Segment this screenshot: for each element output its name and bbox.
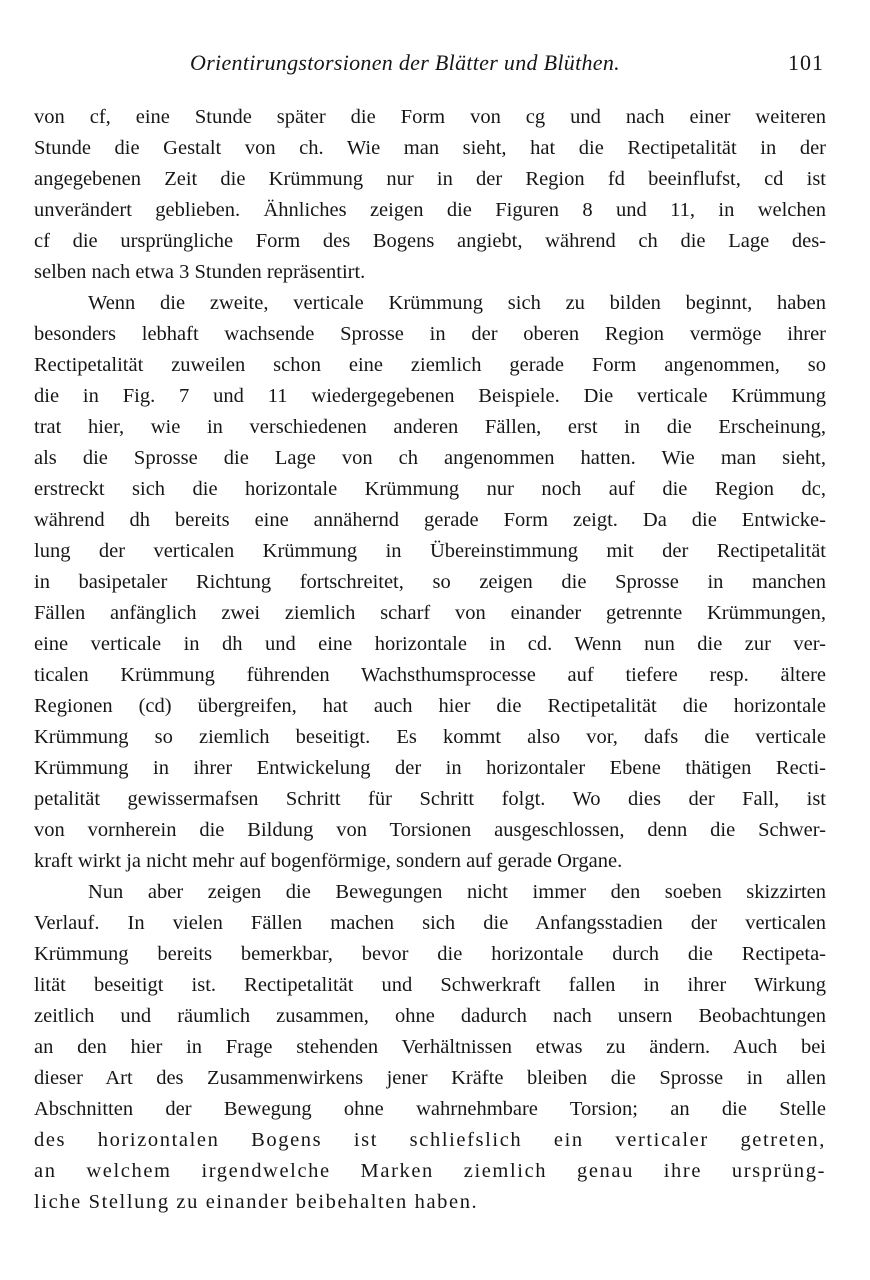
text-line: Stunde die Gestalt von ch. Wie man sieht, hat die Rectipetalität in der (34, 137, 826, 159)
paragraph (34, 288, 826, 877)
running-header (36, 50, 828, 80)
page-number: 101 (788, 50, 824, 75)
paragraph (34, 877, 826, 1218)
text-line: Wenn die zweite, verticale Krümmung sich zu bilden beginnt, haben (88, 292, 826, 314)
text-line: Nun aber zeigen die Bewegungen nicht immer den soeben skizzirten (88, 881, 826, 903)
text-line: lung der verticalen Krümmung in Übereinstimmung mit der Rectipetalität (34, 540, 826, 562)
text-line: Rectipetalität zuweilen schon eine ziemlich gerade Form angenommen, so (34, 354, 826, 376)
text-line: in basipetaler Richtung fortschreitet, so zeigen die Sprosse in manchen (34, 571, 826, 593)
text-line: an den hier in Frage stehenden Verhältnissen etwas zu ändern. Auch bei (34, 1036, 826, 1058)
text-line: des horizontalen Bogens ist schliefslich ein verticaler getreten, (34, 1129, 826, 1151)
text-line: liche Stellung zu einander beibehalten haben. (34, 1191, 479, 1213)
text-line: selben nach etwa 3 Stunden repräsentirt. (34, 261, 366, 283)
text-line: dieser Art des Zusammenwirkens jener Kräfte bleiben die Sprosse in allen (34, 1067, 826, 1089)
text-line: zeitlich und räumlich zusammen, ohne dadurch nach unsern Beobachtungen (34, 1005, 826, 1027)
body-text (34, 102, 826, 1218)
text-line: kraft wirkt ja nicht mehr auf bogenförmige, sondern auf gerade Organe. (34, 850, 623, 872)
text-line: von cf, eine Stunde später die Form von cg und nach einer weiteren (34, 106, 826, 128)
text-line: lität beseitigt ist. Rectipetalität und Schwerkraft fallen in ihrer Wirkung (34, 974, 826, 996)
text-line: während dh bereits eine annähernd gerade Form zeigt. Da die Entwicke- (34, 509, 826, 531)
text-line: petalität gewissermafsen Schritt für Schritt folgt. Wo dies der Fall, ist (34, 788, 826, 810)
text-line: cf die ursprüngliche Form des Bogens angiebt, während ch die Lage des- (34, 230, 826, 252)
text-line: als die Sprosse die Lage von ch angenommen hatten. Wie man sieht, (34, 447, 826, 469)
text-line: erstreckt sich die horizontale Krümmung nur noch auf die Region dc, (34, 478, 826, 500)
text-line: unverändert geblieben. Ähnliches zeigen die Figuren 8 und 11, in welchen (34, 199, 826, 221)
text-line: Fällen anfänglich zwei ziemlich scharf von einander getrennte Krümmungen, (34, 602, 826, 624)
text-line: besonders lebhaft wachsende Sprosse in der oberen Region vermöge ihrer (34, 323, 826, 345)
text-line: Verlauf. In vielen Fällen machen sich die Anfangsstadien der verticalen (34, 912, 826, 934)
text-line: Krümmung in ihrer Entwickelung der in horizontaler Ebene thätigen Recti- (34, 757, 826, 779)
text-line: die in Fig. 7 und 11 wiedergegebenen Beispiele. Die verticale Krümmung (34, 385, 826, 407)
text-line: Regionen (cd) übergreifen, hat auch hier die Rectipetalität die horizontale (34, 695, 826, 717)
text-line: ticalen Krümmung führenden Wachsthumsprocesse auf tiefere resp. ältere (34, 664, 826, 686)
text-line: angegebenen Zeit die Krümmung nur in der Region fd beeinflufst, cd ist (34, 168, 826, 190)
text-line: Krümmung bereits bemerkbar, bevor die horizontale durch die Rectipeta- (34, 943, 826, 965)
paragraph (34, 102, 826, 288)
text-line: von vornherein die Bildung von Torsionen ausgeschlossen, denn die Schwer- (34, 819, 826, 841)
text-line: Krümmung so ziemlich beseitigt. Es kommt also vor, dafs die verticale (34, 726, 826, 748)
running-title: Orientirungstorsionen der Blätter und Blüthen. (190, 50, 620, 75)
text-line: trat hier, wie in verschiedenen anderen Fällen, erst in die Erscheinung, (34, 416, 826, 438)
text-line: eine verticale in dh und eine horizontale in cd. Wenn nun die zur ver- (34, 633, 826, 655)
text-line: Abschnitten der Bewegung ohne wahrnehmbare Torsion; an die Stelle (34, 1098, 826, 1120)
text-line: an welchem irgendwelche Marken ziemlich genau ihre ursprüng- (34, 1160, 826, 1182)
